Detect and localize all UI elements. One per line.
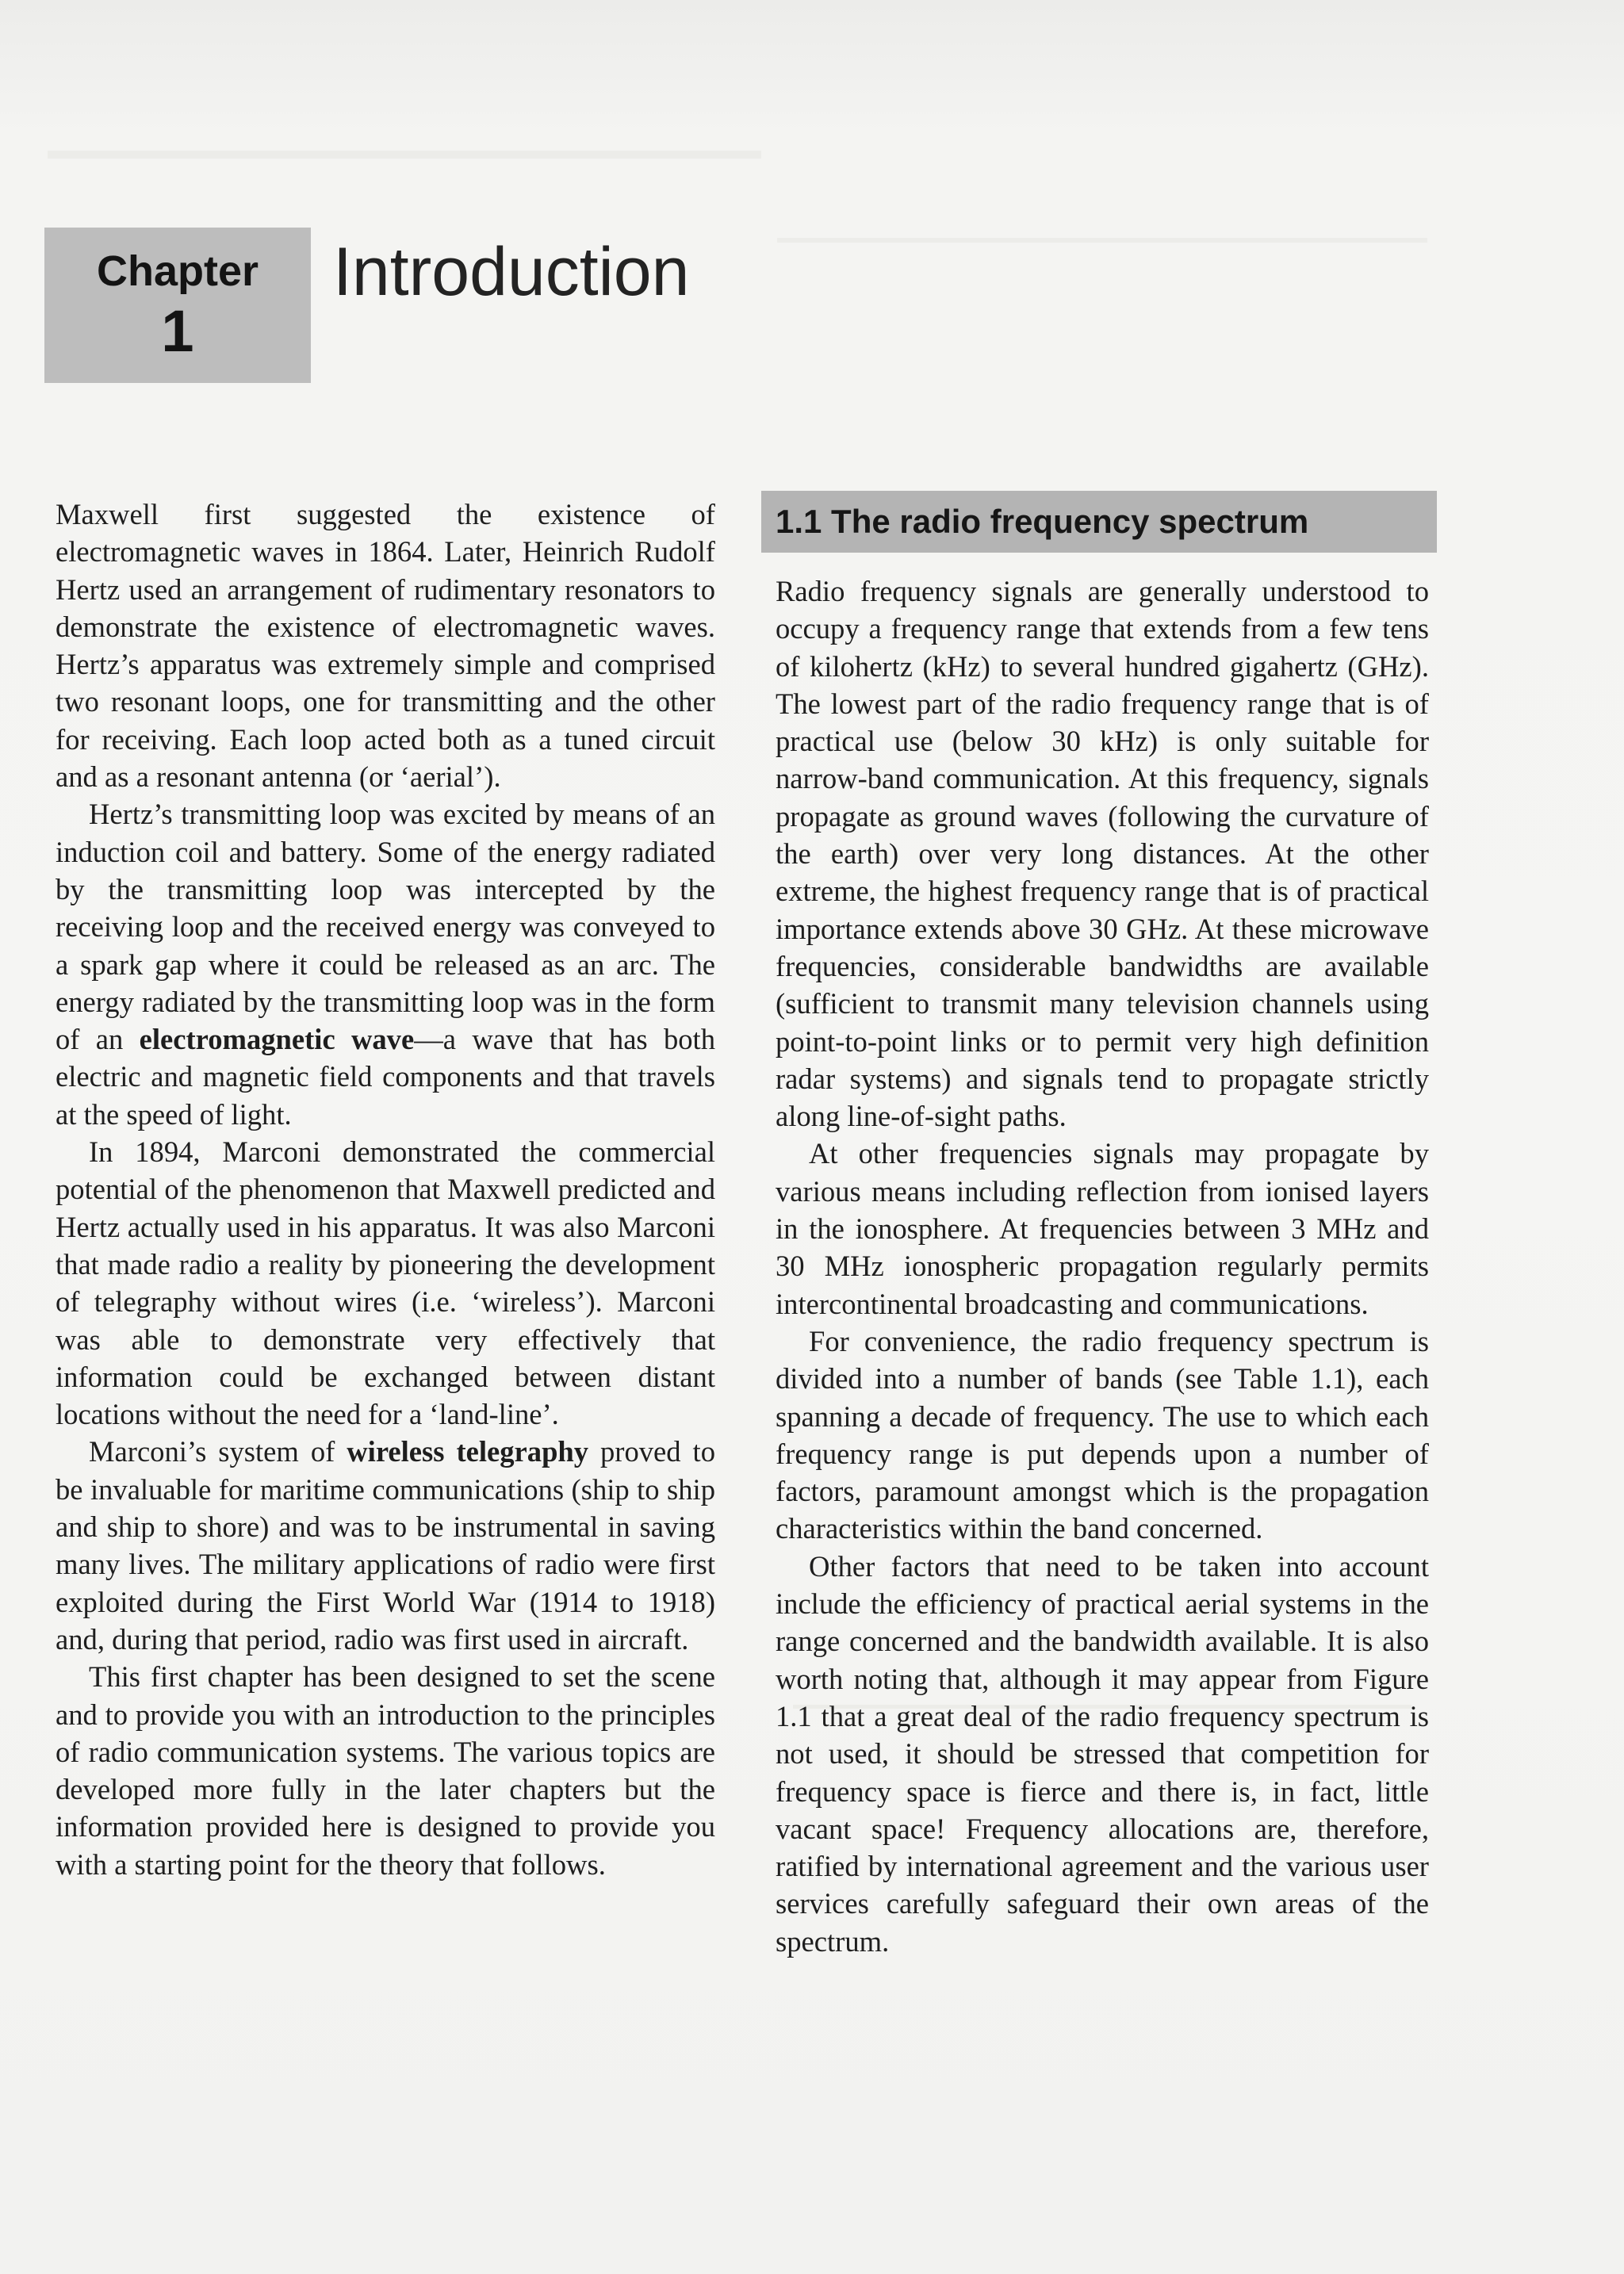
chapter-number: 1 [161,298,194,364]
chapter-badge [44,228,311,383]
paragraph-text: Marconi’s system of [89,1435,347,1468]
reverse-side-show-through [48,151,761,159]
paragraph: Radio frequency signals are generally understood to occupy a frequency range that extends from a few tens of kilohertz (kHz) to several hundred gigahertz (GHz). The lowest part of the radio frequency range that is of practical use (below 30 kHz) is only suitable for narrow-band communication. At this frequency, signals propagate as ground waves (following the curvature of the earth) over very long distances. At the other extreme, the highest frequency range that is of practical importance extends above 30 GHz. At these microwave frequencies, considerable bandwidths are available (sufficient to transmit many television channels using point-to-point links or to permit very high definition radar systems) and signals tend to propagate strictly along line-of-sight paths. [776,575,1429,1133]
paragraph: For convenience, the radio frequency spectrum is divided into a number of bands (see Table 1.1), each spanning a decade of frequency. The use to which each frequency range is put depends upon a number of factors, paramount amongst which is the propagation characteristics within the band concerned. [776,1324,1429,1545]
bold-term: wireless telegraphy [347,1435,589,1468]
reverse-side-show-through [777,238,1427,243]
left-column [56,496,715,1883]
paragraph: This first chapter has been designed to set the scene and to provide you with an introduction to the principles of radio communication systems. The various topics are developed more fully in the later chapters but the information provided here is designed to provide you with a starting point for the theory that follows. [56,1660,715,1881]
paragraph: Other factors that need to be taken into account include the efficiency of practical aerial systems in the range concerned and the bandwidth available. It is also worth noting that, although it may appear from Figure 1.1 that a great deal of the radio frequency spectrum is not used, it should be stressed that competition for frequency space is fierce and there is, in fact, little vacant space! Frequency allocations are, therefore, ratified by international agreement and the various user services carefully safeguard their own areas of the spectrum. [776,1549,1429,1958]
paragraph-text: Hertz’s transmitting loop was excited by means of an induction coil and battery. Some of the energy radiated by the transmitting loop was intercepted by the receiving loop and the received energy was conveyed to a spark gap where it could be released as an arc. The energy radiated by the transmitting loop was in the form of an [56,798,715,1056]
paragraph: Maxwell first suggested the existence of electromagnetic waves in 1864. Later, Heinrich Rudolf Hertz used an arrangement of rudimentary resonators to demonstrate the existence of electromagnetic waves. Hertz’s apparatus was extremely simple and comprised two resonant loops, one for transmitting and the other for receiving. Each loop acted both as a tuned circuit and as a resonant antenna (or ‘aerial’). [56,498,715,794]
paragraph-text: —a wave that has both electric and magnetic field components and that travels at the speed of light. [56,1023,715,1131]
right-column [776,572,1429,1960]
paragraph: In 1894, Marconi demonstrated the commercial potential of the phenomenon that Maxwell predicted and Hertz actually used in his apparatus. It was also Marconi that made radio a reality by pioneering the development of telegraphy without wires (i.e. ‘wireless’). Marconi was able to demonstrate very effectively that information could be exchanged between distant locations without the need for a ‘land-line’. [56,1135,715,1431]
section-heading: 1.1 The radio frequency spectrum [761,491,1437,553]
paragraph [56,795,715,1133]
chapter-label: Chapter [96,247,259,295]
paragraph: At other frequencies signals may propagate by various means including reflection from ionised layers in the ionosphere. At frequencies between 3 MHz and 30 MHz ionospheric propagation regularly permits intercontinental broadcasting and communications. [776,1137,1429,1320]
paragraph-text: proved to be invaluable for maritime communications (ship to ship and ship to shore) and was to be instrumental in saving many lives. The military applications of radio were first exploited during the First World War (1914 to 1918) and, during that period, radio was first used in aircraft. [56,1435,715,1656]
paragraph [56,1433,715,1658]
chapter-title: Introduction [333,234,690,310]
bold-term: electromagnetic wave [139,1023,415,1056]
